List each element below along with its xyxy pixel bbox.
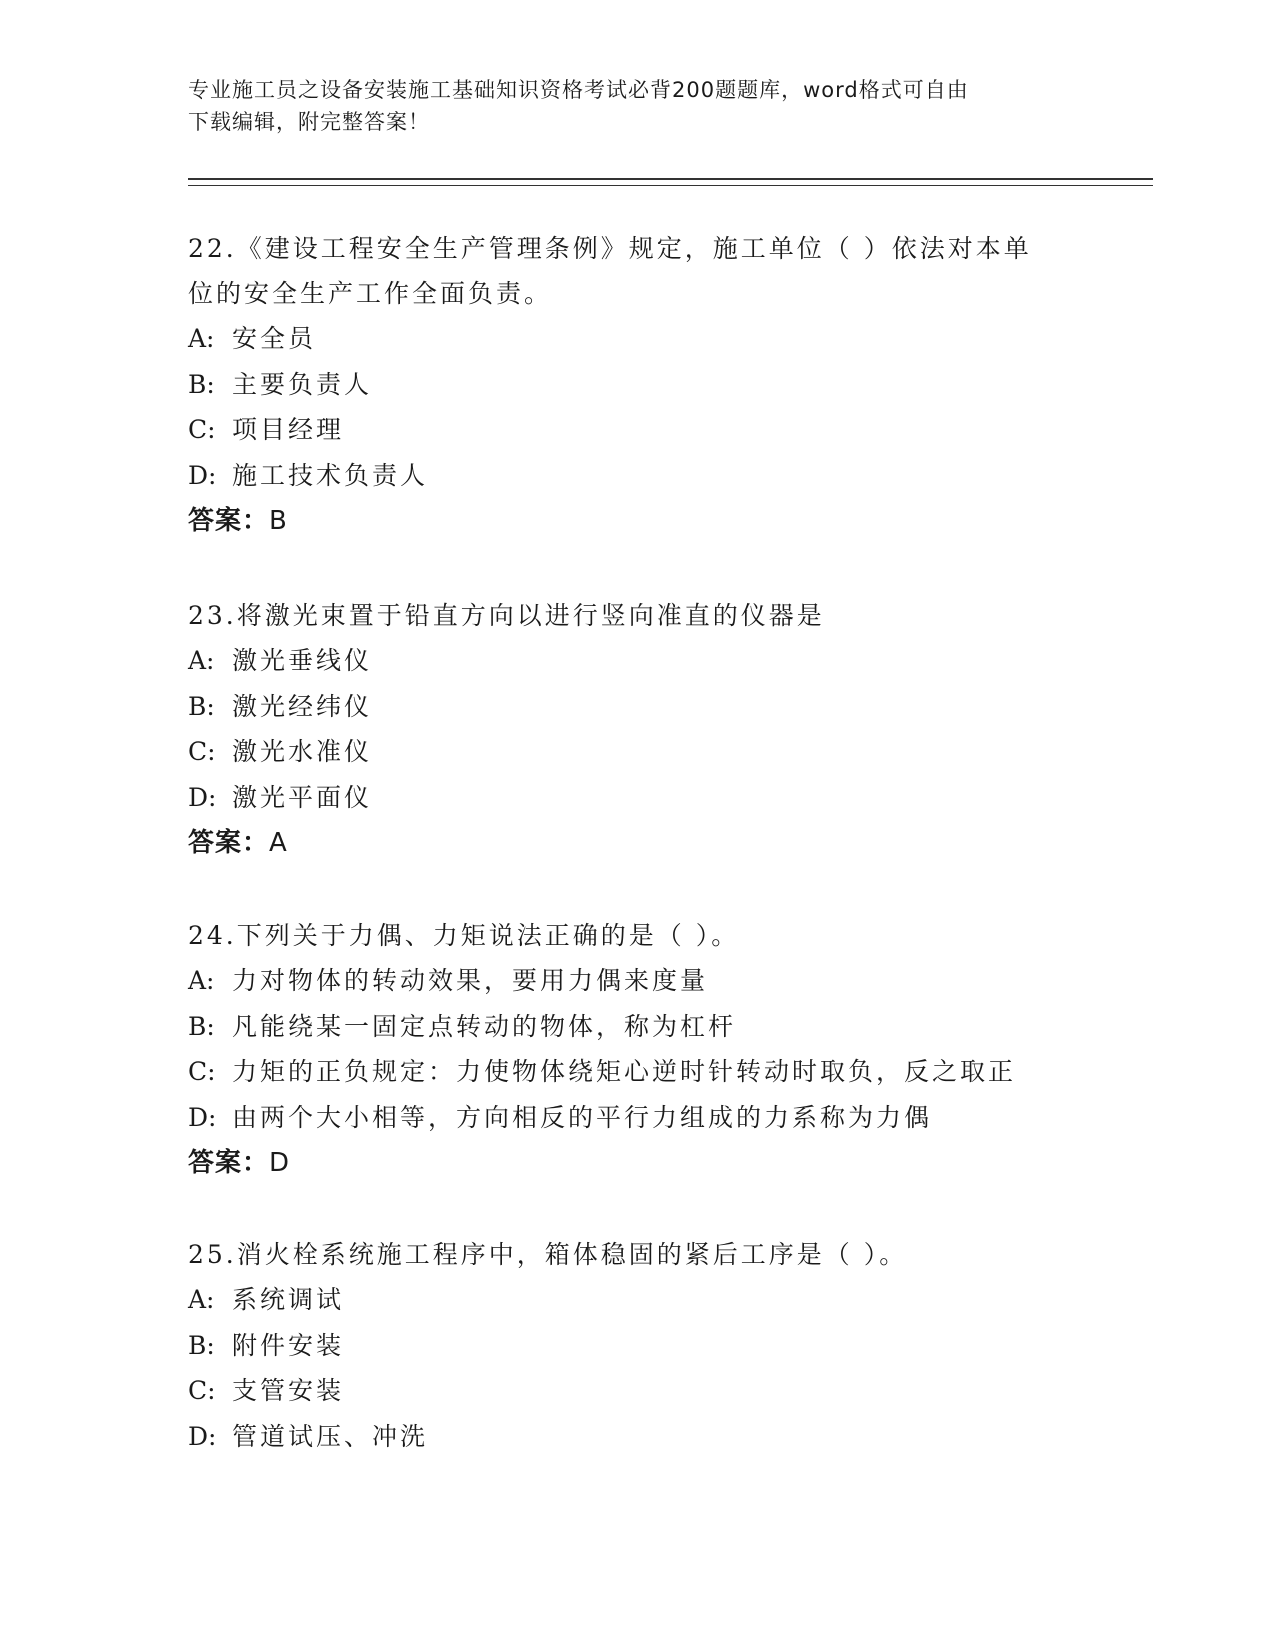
answer-value: D (269, 1148, 291, 1178)
option-key: C: (188, 1376, 216, 1405)
option-text: 力矩的正负规定：力使物体绕矩心逆时针转动时取负，反之取正 (232, 1057, 1017, 1086)
option-a (188, 1277, 1088, 1323)
option-key: C: (188, 1057, 216, 1086)
option-text: 由两个大小相等，方向相反的平行力组成的力系称为力偶 (232, 1102, 933, 1132)
answer-label: 答案： (188, 506, 270, 536)
option-key: A: (188, 966, 215, 995)
header-line-1: 专业施工员之设备安装施工基础知识资格考试必背200题题库，word格式可自由 (188, 78, 969, 102)
option-text: 附件安装 (232, 1330, 345, 1360)
option-text: 管道试压、冲洗 (232, 1421, 429, 1451)
question-stem: 22.《建设工程安全生产管理条例》规定，施工单位（ ）依法对本单 (188, 234, 1032, 263)
option-text: 激光平面仪 (232, 782, 373, 812)
answer-label: 答案： (188, 1148, 270, 1178)
option-text: 支管安装 (232, 1376, 345, 1405)
option-key: B: (188, 369, 215, 399)
option-text: 施工技术负责人 (232, 460, 429, 490)
option-key: A: (188, 646, 215, 675)
question-25 (188, 1232, 1088, 1459)
option-text: 激光经纬仪 (232, 691, 373, 721)
option-text: 系统调试 (232, 1285, 345, 1314)
option-c (188, 1368, 1088, 1414)
question-stem: 23.将激光束置于铅直方向以进行竖向准直的仪器是 (188, 601, 825, 630)
header-divider (188, 178, 1153, 186)
option-c (188, 1049, 1088, 1095)
answer (188, 820, 1088, 866)
option-key: B: (188, 691, 215, 721)
option-c (188, 729, 1088, 775)
option-key: D: (188, 782, 217, 812)
answer (188, 498, 1088, 544)
option-b (188, 1323, 1088, 1369)
document-header (188, 74, 1068, 138)
option-a (188, 316, 1088, 362)
option-key: A: (188, 1285, 215, 1314)
question-23 (188, 593, 1088, 866)
option-text: 主要负责人 (232, 369, 373, 399)
option-key: B: (188, 1011, 215, 1041)
option-a (188, 958, 1088, 1004)
option-text: 凡能绕某一固定点转动的物体，称为杠杆 (232, 1011, 737, 1041)
answer-value: B (269, 506, 288, 536)
option-d (188, 1095, 1088, 1141)
option-text: 安全员 (232, 324, 317, 353)
option-key: A: (188, 324, 215, 353)
question-stem: 24.下列关于力偶、力矩说法正确的是（ ）。 (188, 921, 740, 950)
option-text: 力对物体的转动效果，要用力偶来度量 (232, 966, 709, 995)
option-key: B: (188, 1330, 215, 1360)
question-stem: 25.消火栓系统施工程序中，箱体稳固的紧后工序是（ ）。 (188, 1240, 908, 1269)
option-key: D: (188, 1102, 217, 1132)
option-d (188, 453, 1088, 499)
question-stem-continued: 位的安全生产工作全面负责。 (188, 279, 553, 308)
question-24 (188, 913, 1088, 1186)
question-22 (188, 226, 1088, 544)
option-key: C: (188, 415, 216, 444)
option-text: 项目经理 (232, 415, 345, 444)
option-a (188, 638, 1088, 684)
option-b (188, 684, 1088, 730)
option-d (188, 775, 1088, 821)
option-key: C: (188, 737, 216, 766)
option-b (188, 362, 1088, 408)
option-key: D: (188, 460, 217, 490)
option-d (188, 1414, 1088, 1460)
option-key: D: (188, 1421, 217, 1451)
answer-label: 答案： (188, 828, 270, 858)
option-text: 激光水准仪 (232, 737, 373, 766)
answer (188, 1140, 1088, 1186)
option-c (188, 407, 1088, 453)
option-b (188, 1004, 1088, 1050)
option-text: 激光垂线仪 (232, 646, 373, 675)
answer-value: A (269, 828, 288, 858)
header-line-2: 下载编辑，附完整答案！ (188, 110, 430, 134)
